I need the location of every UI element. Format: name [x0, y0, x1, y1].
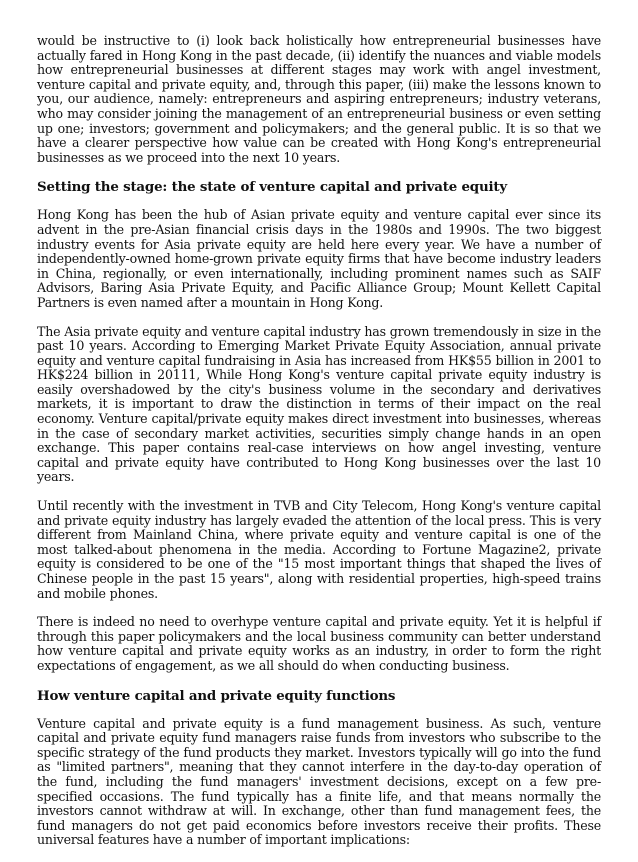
growth-paragraph: The Asia private equity and venture capital industry has grown tremendously in size in the past 10 years. According to Emerging Market Private Equity Association, annual private equity and venture capital fundraising in Asia has increased from HK$55 billion in 2001 to HK$224 billion in 20111, While Hong Kong's venture capital private equity industry is easily overshadowed by the city's business volume in the secondary and derivatives markets, it is important to draw the distinction in terms of their impact on the real economy. Venture capital/private equity makes direct investment into businesses, whereas in the case of secondary market activities, securities simply change hands in an open exchange. This paper contains real-case interviews on how angel investing, venture capital and private equity have contributed to Hong Kong businesses over the last 10 years.: [37, 323, 601, 485]
document-page: [37, 34, 601, 862]
press-paragraph: Until recently with the investment in TVB and City Telecom, Hong Kong's venture capital and private equity industry has largely evaded the attention of the local press. This is very different from Mainland China, where private equity and venture capital is one of the most talked-about phenomena in the media. According to Fortune Magazine2, private equity is considered to be one of the "15 most important things that shaped the lives of Chinese people in the past 15 years", along with residential properties, high-speed trains and mobile phones.: [37, 498, 601, 601]
fund-management-paragraph: Venture capital and private equity is a fund management business. As such, venture capital and private equity fund managers raise funds from investors who subscribe to the specific strategy of the fund products they market. Investors typically will go into the fund as "limited partners", meaning that they cannot interfere in the day-to-day operation of the fund, including the fund managers' investment decisions, except on a few pre-specified occasions. The fund typically has a finite life, and that means normally the investors cannot withdraw at will. In exchange, other than fund management fees, the fund managers do not get paid economics before investors receive their profits. These universal features have a number of important implications:: [37, 715, 601, 848]
overhype-paragraph: There is indeed no need to overhype venture capital and private equity. Yet it is helpful if through this paper policymakers and the local business community can better understand how venture capital and private equity works as an industry, in order to form the right expectations of engagement, as we all should do when conducting business.: [37, 614, 601, 673]
section-heading-setting-the-stage: Setting the stage: the state of venture capital and private equity: [37, 179, 507, 196]
hub-paragraph: Hong Kong has been the hub of Asian private equity and venture capital ever since its advent in the pre-Asian financial crisis days in the 1980s and 1990s. The two biggest industry events for Asia private equity are held here every year. We have a number of independently-owned home-grown private equity firms that have become industry leaders in China, regionally, or even internationally, including prominent names such as SAIF Advisors, Baring Asia Private Equity, and Pacific Alliance Group; Mount Kellett Capital Partners is even named after a mountain in Hong Kong.: [37, 207, 601, 310]
intro-paragraph: would be instructive to (i) look back holistically how entrepreneurial businesses have actually fared in Hong Kong in the past decade, (ii) identify the nuances and viable models how entrepreneurial businesses at different stages may work with angel investment, venture capital and private equity, and, through this paper, (iii) make the lessons known to you, our audience, namely: entrepreneurs and aspiring entrepreneurs; industry veterans, who may consider joining the management of an entrepreneurial business or even setting up one; investors; government and policymakers; and the general public. It is so that we have a clearer perspective how value can be created with Hong Kong's entrepreneurial businesses as we proceed into the next 10 years.: [37, 33, 601, 165]
section-heading-how-it-functions: How venture capital and private equity functions: [37, 687, 396, 704]
